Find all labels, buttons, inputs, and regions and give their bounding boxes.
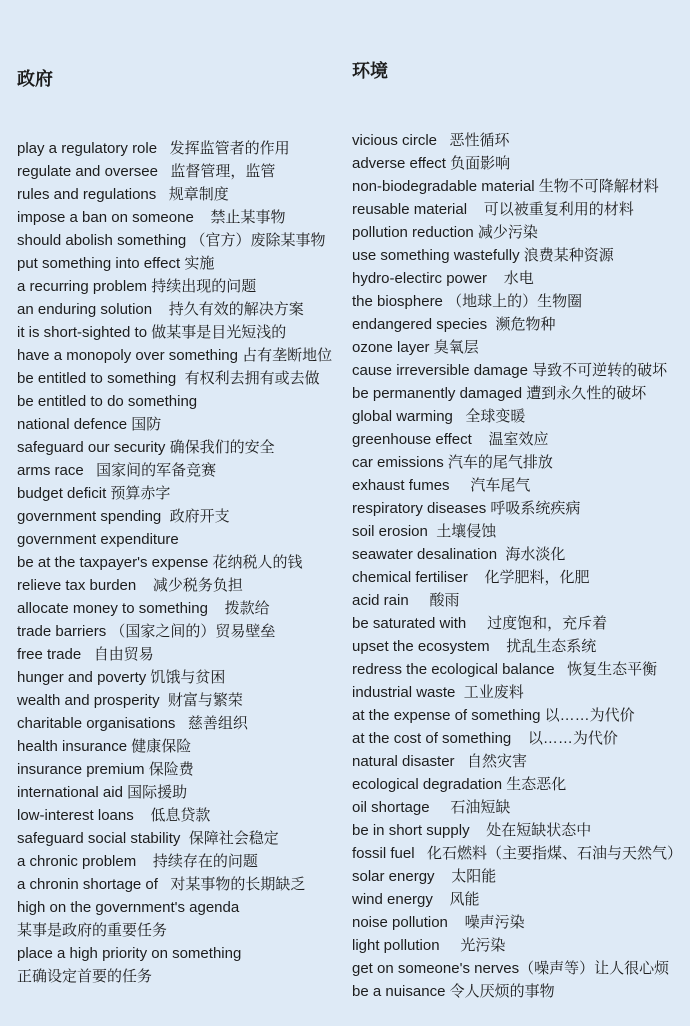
government-column (17, 22, 332, 1011)
vocab-item: regulate and oversee 监督管理，监管 (17, 163, 276, 180)
vocab-item: wind energy 风能 (352, 891, 480, 908)
vocab-item: wealth and prosperity 财富与繁荣 (17, 692, 243, 709)
vocab-item: greenhouse effect 温室效应 (352, 431, 549, 448)
vocab-item: 正确设定首要的任务 (17, 968, 153, 985)
vocab-item: vicious circle 恶性循环 (352, 132, 510, 149)
vocab-item: at the cost of something 以……为代价 (352, 730, 618, 747)
vocab-item: redress the ecological balance 恢复生态平衡 (352, 661, 658, 678)
vocab-item: global warming 全球变暖 (352, 408, 526, 425)
vocab-item: a recurring problem 持续出现的问题 (17, 278, 257, 295)
vocab-item: use something wastefully 浪费某种资源 (352, 247, 614, 264)
vocab-item: hunger and poverty 饥饿与贫困 (17, 669, 226, 686)
vocab-item: pollution reduction 减少污染 (352, 224, 538, 241)
vocab-item: reusable material 可以被重复利用的材料 (352, 201, 634, 218)
vocab-item: the biosphere （地球上的）生物圈 (352, 293, 583, 310)
vocab-item: budget deficit 预算赤字 (17, 485, 171, 502)
vocab-item: impose a ban on someone 禁止某事物 (17, 209, 286, 226)
vocab-item: noise pollution 噪声污染 (352, 914, 525, 931)
government-heading: 政府 (17, 69, 53, 89)
vocab-item: national defence 国防 (17, 416, 162, 433)
vocab-item: a chronic problem 持续存在的问题 (17, 853, 258, 870)
vocab-item: safeguard our security 确保我们的安全 (17, 439, 275, 456)
vocab-item: endangered species 濒危物种 (352, 316, 556, 333)
vocab-item: international aid 国际援助 (17, 784, 188, 801)
vocab-item: be at the taxpayer's expense 花纳税人的钱 (17, 554, 303, 571)
vocab-item: adverse effect 负面影响 (352, 155, 511, 172)
vocab-item: be a nuisance 令人厌烦的事物 (352, 983, 555, 1000)
vocab-item: government expenditure (17, 531, 179, 548)
vocab-item: play a regulatory role 发挥监管者的作用 (17, 140, 290, 157)
vocab-item: oil shortage 石油短缺 (352, 799, 511, 816)
vocab-item: government spending 政府开支 (17, 508, 230, 525)
vocab-item: low-interest loans 低息贷款 (17, 807, 211, 824)
vocab-item: insurance premium 保险费 (17, 761, 194, 778)
vocab-item: it is short-sighted to 做某事是目光短浅的 (17, 324, 287, 341)
vocab-item: be entitled to do something (17, 393, 198, 410)
vocab-item: ecological degradation 生态恶化 (352, 776, 567, 793)
vocab-item: hydro-electirc power 水电 (352, 270, 534, 287)
vocab-item: car emissions 汽车的尾气排放 (352, 454, 553, 471)
vocab-item: natural disaster 自然灾害 (352, 753, 528, 770)
vocab-item: get on someone's nerves（噪声等）让人很心烦 (352, 960, 670, 977)
vocab-item: respiratory diseases 呼吸系统疾病 (352, 500, 581, 517)
environment-column (352, 14, 682, 1026)
vocab-item: at the expense of something 以……为代价 (352, 707, 635, 724)
vocab-item: trade barriers （国家之间的）贸易壁垒 (17, 623, 276, 640)
vocab-item: safeguard social stability 保障社会稳定 (17, 830, 279, 847)
vocab-item: be saturated with 过度饱和，充斥着 (352, 615, 608, 632)
vocab-item: ozone layer 臭氧层 (352, 339, 479, 356)
vocab-item: non-biodegradable material 生物不可降解材料 (352, 178, 659, 195)
vocab-item: high on the government's agenda (17, 899, 240, 916)
vocab-item: rules and regulations 规章制度 (17, 186, 229, 203)
environment-heading: 环境 (352, 61, 388, 81)
vocab-item: industrial waste 工业废料 (352, 684, 524, 701)
vocab-item: fossil fuel 化石燃料（主要指煤、石油与天然气） (352, 845, 683, 862)
vocab-item: exhaust fumes 汽车尾气 (352, 477, 531, 494)
vocab-item: be entitled to something 有权利去拥有或去做 (17, 370, 320, 387)
vocab-item: put something into effect 实施 (17, 255, 215, 272)
vocab-item: an enduring solution 持久有效的解决方案 (17, 301, 304, 318)
vocab-item: allocate money to something 拨款给 (17, 600, 270, 617)
environment-vocab-list (352, 129, 682, 1003)
vocab-item: soil erosion 土壤侵蚀 (352, 523, 497, 540)
vocab-item: upset the ecosystem 扰乱生态系统 (352, 638, 597, 655)
vocab-item: have a monopoly over something 占有垄断地位 (17, 347, 333, 364)
vocab-item: should abolish something （官方）废除某事物 (17, 232, 326, 249)
vocab-item: arms race 国家间的军备竞赛 (17, 462, 217, 479)
government-vocab-list (17, 137, 332, 988)
vocab-item: be permanently damaged 遭到永久性的破坏 (352, 385, 647, 402)
vocab-item: charitable organisations 慈善组织 (17, 715, 248, 732)
vocab-item: free trade 自由贸易 (17, 646, 154, 663)
vocab-item: a chronin shortage of 对某事物的长期缺乏 (17, 876, 306, 893)
vocab-item: cause irreversible damage 导致不可逆转的破坏 (352, 362, 668, 379)
vocab-item: chemical fertiliser 化学肥料，化肥 (352, 569, 590, 586)
vocab-item: solar energy 太阳能 (352, 868, 497, 885)
vocab-item: be in short supply 处在短缺状态中 (352, 822, 592, 839)
vocab-item: acid rain 酸雨 (352, 592, 460, 609)
vocab-item: light pollution 光污染 (352, 937, 506, 954)
vocab-item: seawater desalination 海水淡化 (352, 546, 566, 563)
vocab-item: health insurance 健康保险 (17, 738, 192, 755)
vocab-item: relieve tax burden 减少税务负担 (17, 577, 243, 594)
vocab-item: place a high priority on something (17, 945, 242, 962)
vocab-item: 某事是政府的重要任务 (17, 922, 168, 939)
